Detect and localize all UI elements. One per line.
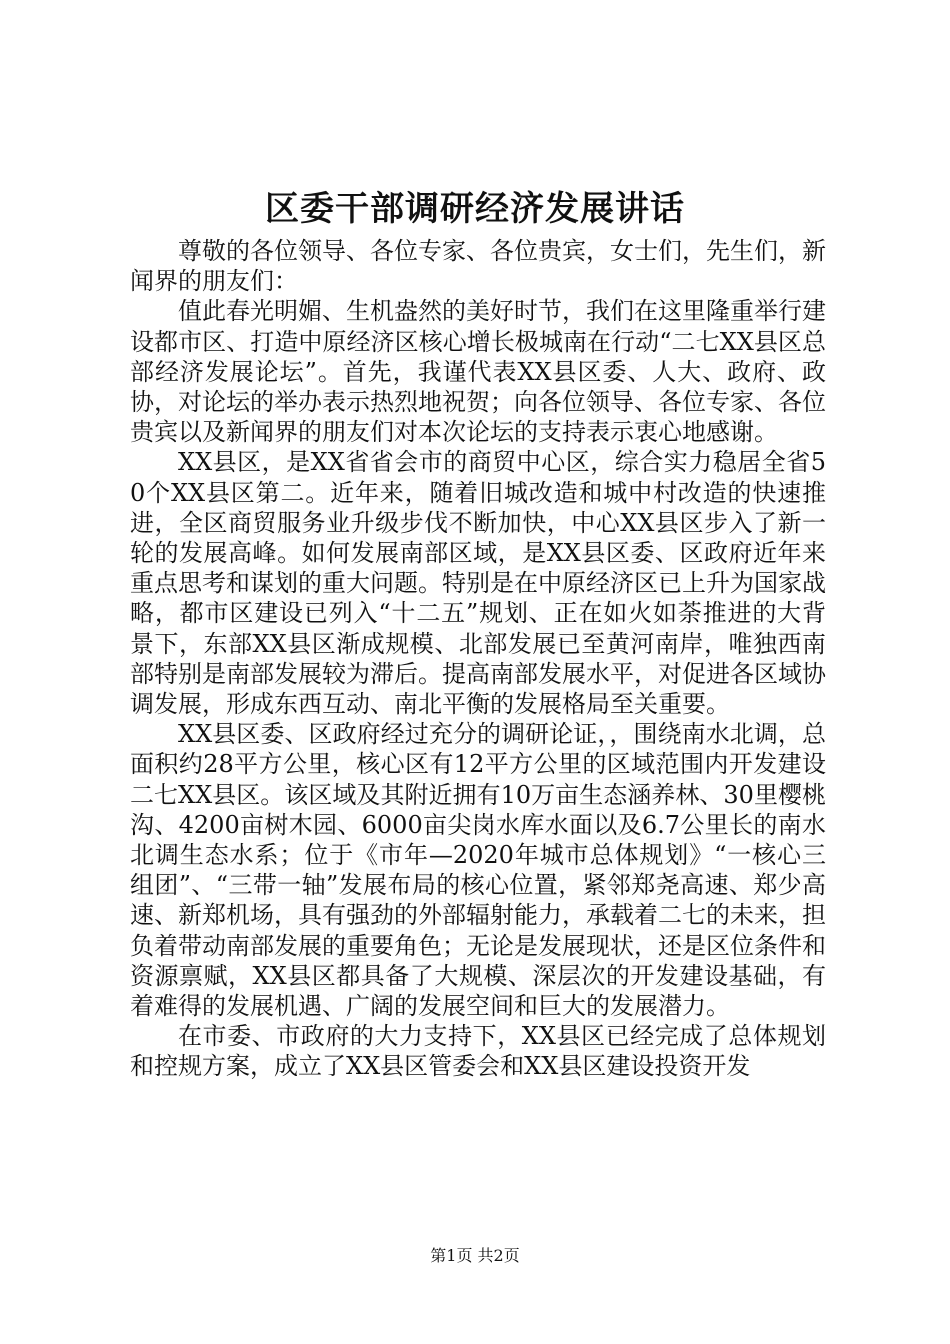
page-number-footer: 第1页 共2页	[430, 1246, 520, 1265]
paragraph-district-overview: XX县区，是XX省省会市的商贸中心区，综合实力稳居全省50个XX县区第二。近年来，随着旧城改造和城中村改造的快速推进，全区商贸服务业升级步伐不断加快，中心XX县区步入了新一轮的发展高峰。如何发展南部区域，是XX县区委、区政府近年来重点思考和谋划的重大问题。特别是在中原经济区已上升为国家战略，都市区建设已列入“十二五”规划、正在如火如荼推进的大背景下，东部XX县区渐成规模、北部发展已至黄河南岸，唯独西南部特别是南部发展较为滞后。提高南部发展水平，对促进各区域协调发展，形成东西互动、南北平衡的发展格局至关重要。	[130, 448, 826, 719]
document-title: 区委干部调研经济发展讲话	[265, 189, 685, 229]
paragraph-planning-progress: 在市委、市政府的大力支持下，XX县区已经完成了总体规划和控规方案，成立了XX县区管委会和XX县区建设投资开发	[130, 1022, 826, 1081]
paragraph-salutation: 尊敬的各位领导、各位专家、各位贵宾，女士们，先生们，新闻界的朋友们：	[130, 237, 826, 296]
document-body	[130, 236, 826, 1082]
paragraph-opening: 值此春光明媚、生机盎然的美好时节，我们在这里隆重举行建设都市区、打造中原经济区核心增长极城南在行动“二七XX县区总部经济发展论坛”。首先，我谨代表XX县区委、人大、政府、政协，对论坛的举办表示热烈地祝贺；向各位领导、各位专家、各位贵宾以及新闻界的朋友们对本次论坛的支持表示衷心地感谢。	[130, 297, 826, 447]
paragraph-development-area: XX县区委、区政府经过充分的调研论证，，围绕南水北调，总面积约28平方公里，核心区有12平方公里的区域范围内开发建设二七XX县区。该区域及其附近拥有10万亩生态涵养林、30里樱桃沟、4200亩树木园、6000亩尖岗水库水面以及6.7公里长的南水北调生态水系；位于《市年—2020年城市总体规划》“一核心三组团”、“三带一轴”发展布局的核心位置，紧邻郑尧高速、郑少高速、新郑机场，具有强劲的外部辐射能力，承载着二七的未来，担负着带动南部发展的重要角色；无论是发展现状，还是区位条件和资源禀赋，XX县区都具备了大规模、深层次的开发建设基础，有着难得的发展机遇、广阔的发展空间和巨大的发展潜力。	[130, 720, 826, 1021]
